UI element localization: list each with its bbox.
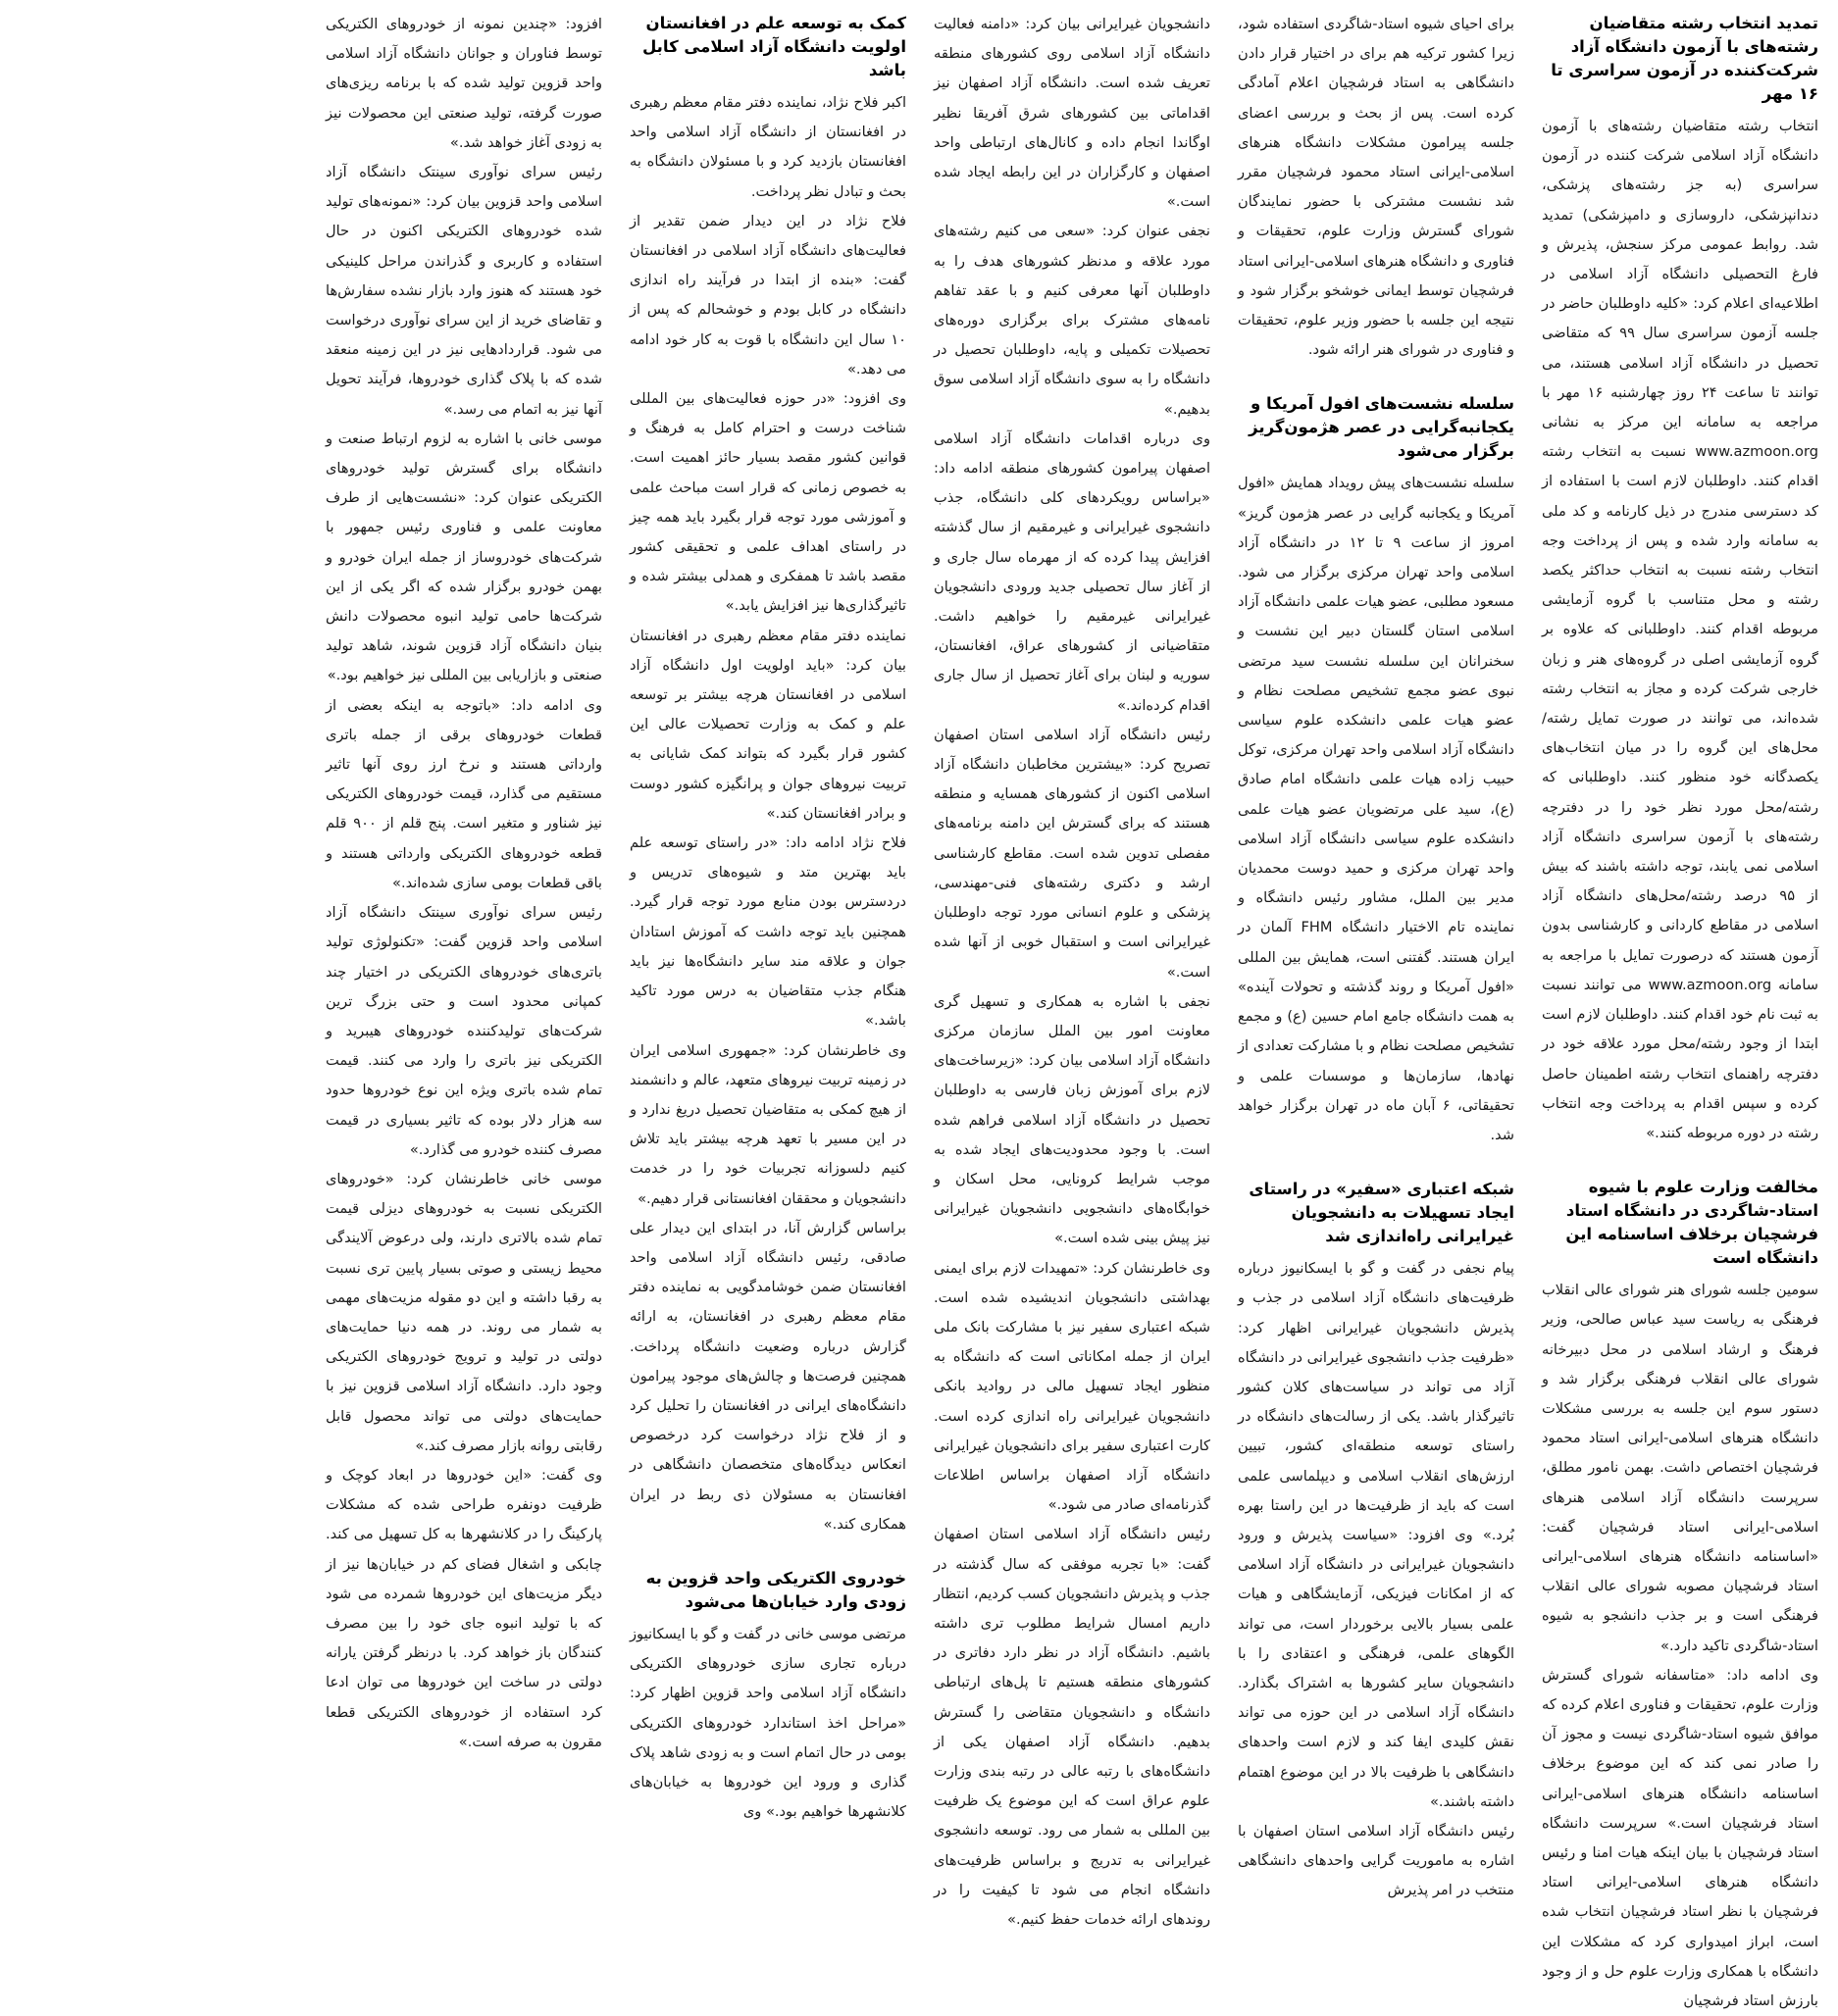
article-headline: شبکه اعتباری «سفیر» در راستای ایجاد تسهیلات به دانشجویان غیرایرانی راه‌اندازی شد xyxy=(1249,1180,1514,1246)
column-4 xyxy=(616,10,920,1821)
article-separator xyxy=(1238,365,1514,390)
article-paragraph: وی ادامه داد: «متاسفانه شورای گسترش وزارت علوم، تحقیقات و فناوری اعلام کرده که موافق شیوه استاد-شاگردی نیست و مجوز آن را صادر نمی کند که این موضوع برخلاف اساسنامه دانشگاه هنرهای اسلامی-ایرانی استاد فرشچیان است.» سرپرست دانشگاه استاد فرشچیان با بیان اینکه هیات امنا و رئیس دانشگاه هنرهای اسلامی-ایرانی استاد فرشچیان با نظر استاد فرشچیان انتخاب شده است، ابراز امیدواری کرد که مشکلات این دانشگاه با همکاری وزارت علوم حل و از وجود بارزش استاد فرشچیان xyxy=(1542,1666,1818,2009)
article-separator xyxy=(630,1539,906,1565)
article-paragraph: سومین جلسه شورای هنر شورای عالی انقلاب فرهنگی به ریاست سید عباس صالحی، وزیر فرهنگ و ارشاد اسلامی در محل دبیرخانه شورای عالی انقلاب فرهنگی برگزار شد و دستور سوم این جلسه به بررسی مشکلات دانشگاه هنرهای اسلامی-ایرانی استاد محمود فرشچیان اختصاص داشت. بهمن نامور مطلق، سرپرست دانشگاه آزاد اسلامی هنرهای اسلامی-ایرانی استاد فرشچیان گفت: «اساسنامه دانشگاه هنرهای اسلامی-ایرانی استاد فرشچیان مصوبه شورای عالی انقلاب فرهنگی است و بر جذب دانشجو به شیوه استاد-شاگردی تاکید دارد.» xyxy=(1542,1282,1818,1654)
article-paragraph: پیام نجفی در گفت و گو با ایسکانیوز درباره ظرفیت‌های دانشگاه آزاد اسلامی در جذب و پذیرش دانشجویان غیرایرانی اظهار کرد: «ظرفیت جذب دانشجوی غیرایرانی در دانشگاه آزاد می تواند در سیاست‌های کلان کشور تاثیرگذار باشد. یکی از رسالت‌های دانشگاه در راستای توسعه منطقه‌ای کشور، تبیین ارزش‌های انقلاب اسلامی و دیپلماسی علمی است که باید از ظرفیت‌ها در این راستا بهره بُرد.» وی افزود: «سیاست پذیرش و ورود دانشجویان غیرایرانی در دانشگاه آزاد اسلامی که از امکانات فیزیکی، آزمایشگاهی و هیات علمی بسیار بالایی برخوردار است، می تواند الگوهای علمی، فرهنگی و اعتقادی را با دانشجویان سایر کشورها به اشتراک بگذارد. دانشگاه آزاد اسلامی در این حوزه می تواند نقش کلیدی ایفا کند و لازم است واحدهای دانشگاهی با ظرفیت بالا در این موضوع اهتمام داشته باشند.» xyxy=(1238,1260,1514,1810)
article-headline: سلسله نشست‌های افول آمریکا و یکجانبه‌گرایی در عصر هژمون‌گریز برگزار می‌شود xyxy=(1249,394,1514,461)
article-paragraph: وی خاطرنشان کرد: «جمهوری اسلامی ایران در زمینه تربیت نیروهای متعهد، عالم و دانشمند از هیچ کمکی به متقاضیان تحصیل دریغ ندارد و در این مسیر با تعهد هرچه بیشتر باید تلاش کنیم دلسوزانه تجربیات خود را در خدمت دانشجویان و محققان افغانستانی قرار دهیم.» xyxy=(630,1041,906,1207)
article-paragraph: نماینده دفتر مقام معظم رهبری در افغانستان بیان کرد: «باید اولویت اول دانشگاه آزاد اسلامی در افغانستان هرچه بیشتر بر توسعه علم و کمک به وزارت تحصیلات عالی این کشور قرار بگیرد که بتواند کمک شایانی به تربیت نیروهای جوان و پرانگیزه کشور دوست و برادر افغانستان کند.» xyxy=(630,627,906,822)
article-paragraph: برای احیای شیوه استاد-شاگردی استفاده شود، زیرا کشور ترکیه هم برای در اختیار قرار دادن دانشگاهی به استاد فرشچیان اعلام آمادگی کرده است. پس از بحث و بررسی اعضای جلسه پیرامون مشکلات دانشگاه هنرهای اسلامی-ایرانی استاد محمود فرشچیان مقرر شد نشست مشترکی با حضور نمایندگان شورای گسترش وزارت علوم، تحقیقات و فناوری و دانشگاه هنرهای اسلامی-ایرانی استاد فرشچیان توسط ایمانی خوشخو برگزار شود و نتیجه این جلسه با حضور وزیر علوم، تحقیقات و فناوری در شورای هنر ارائه شود. xyxy=(1238,16,1514,359)
article-paragraph: دانشجویان غیرایرانی بیان کرد: «دامنه فعالیت دانشگاه آزاد اسلامی روی کشورهای منطقه تعریف شده است. دانشگاه آزاد اصفهان نیز اقداماتی بین کشورهای شرق آفریقا نظیر اوگاندا انجام داده و کانال‌های ارتباطی واحد اصفهان و کارگزاران در این رابطه ایجاد شده است.» xyxy=(934,16,1210,211)
article-paragraph: انتخاب رشته متقاضیان رشته‌های با آزمون دانشگاه آزاد اسلامی شرکت کننده در آزمون سراسری (به جز رشته‌های پزشکی، دندانپزشکی، داروسازی و دامپزشکی) تمدید شد. روابط عمومی مرکز سنجش، پذیرش و فارغ التحصیلی دانشگاه آزاد اسلامی در اطلاعیه‌ای اعلام کرد: «کلیه داوطلبان حاضر در جلسه آزمون سراسری سال ۹۹ که متقاضی تحصیل در دانشگاه آزاد اسلامی هستند، می توانند تا ساعت ۲۴ روز چهارشنبه ۱۶ مهر با مراجعه به سامانه این مرکز به نشانی www.azmoon.org نسبت به انتخاب رشته اقدام کنند. داوطلبان لازم است با استفاده از کد دسترسی مندرج در ذیل کارنامه و کد ملی به سامانه وارد شده و پس از پرداخت وجه انتخاب رشته نسبت به انتخاب حداکثر یکصد رشته و محل متناسب با گروه آزمایشی مربوطه اقدام کنند. داوطلبانی که علاوه بر گروه آزمایشی اصلی در گروه‌های هنر و زبان خارجی شرکت کرده و مجاز به انتخاب رشته شده‌اند، می توانند در صورت تمایل رشته/محل‌های این گروه را در میان انتخاب‌های یکصدگانه خود منظور کنند. داوطلبانی که رشته/محل مورد نظر خود را در دفترچه رشته‌های با آزمون سراسری دانشگاه آزاد اسلامی نمی یابند، توجه داشته باشند که بیش از ۹۵ درصد رشته/محل‌های دانشگاه آزاد اسلامی در مقاطع کاردانی و کارشناسی بدون آزمون هستند که درصورت تمایل با مراجعه به سامانه www.azmoon.org می توانند نسبت به ثبت نام خود اقدام کنند. داوطلبان لازم است ابتدا از وجود رشته/محل مورد علاقه خود در دفترچه راهنمای انتخاب رشته اطمینان حاصل کرده و سپس اقدام به پرداخت وجه انتخاب رشته در دوره مربوطه کنند.» xyxy=(1542,118,1818,1141)
article-paragraph: مرتضی موسی خانی در گفت و گو با ایسکانیوز درباره تجاری سازی خودروهای الکتریکی دانشگاه آزاد اسلامی واحد قزوین اظهار کرد: «مراحل اخذ استاندارد خودروهای الکتریکی بومی در حال اتمام است و به زودی شاهد پلاک گذاری و ورود این خودروها به خیابان‌های کلانشهرها خواهیم بود.» وی xyxy=(630,1625,906,1821)
column-3 xyxy=(920,10,1224,1928)
article-paragraph: سلسله نشست‌های پیش رویداد همایش «افول آمریکا و یکجانبه گرایی در عصر هژمون گریز» امروز از ساعت ۹ تا ۱۲ در دانشگاه آزاد اسلامی واحد تهران مرکزی برگزار می شود. مسعود مطلبی، عضو هیات علمی دانشگاه آزاد اسلامی استان گلستان دبیر این نشست و سخنرانان این سلسله نشست سید مرتضی نبوی عضو مجمع تشخیص مصلحت نظام و عضو هیات علمی دانشکده علوم سیاسی دانشگاه آزاد اسلامی واحد تهران مرکزی، توکل حبیب زاده هیات علمی دانشگاه امام صادق (ع)، سید علی مرتضویان عضو هیات علمی دانشکده علوم سیاسی دانشگاه آزاد اسلامی واحد تهران مرکزی و حمید دوست محمدیان مدیر بین الملل، مشاور رئیس دانشگاه و نماینده تام الاختیار دانشگاه FHM آلمان در ایران هستند. گفتنی است، همایش بین المللی «افول آمریکا و روند گذشته و تحولات آینده» به همت دانشگاه جامع امام حسین (ع) و مجمع تشخیص مصلحت نظام و با مشارکت تعدادی از نهادها، سازمان‌ها و موسسات علمی و تحقیقاتی، ۶ آبان ماه در تهران برگزار خواهد شد. xyxy=(1238,475,1514,1143)
article-headline: خودروی الکتریکی واحد قزوین به زودی وارد خیابان‌ها می‌شود xyxy=(645,1568,906,1611)
article-paragraph: براساس گزارش آنا، در ابتدای این دیدار علی صادقی، رئیس دانشگاه آزاد اسلامی واحد افغانستان ضمن خوشامدگویی به نماینده دفتر مقام معظم رهبری در افغانستان، به ارائه گزارش درباره وضعیت دانشگاه پرداخت. همچنین فرصت‌ها و چالش‌های موجود پیرامون دانشگاه‌های ایرانی در افغانستان را تحلیل کرد و از فلاح نژاد درخواست کرد درخصوص انعکاس دیدگاه‌های متخصصان دانشگاهی در افغانستان به مسئولان ذی ربط در ایران همکاری کند.» xyxy=(630,1219,906,1533)
column-1 xyxy=(1528,10,1832,2009)
article-paragraph: رئیس دانشگاه آزاد اسلامی استان اصفهان با اشاره به ماموریت گرایی واحدهای دانشگاهی منتخب در امر پذیرش xyxy=(1238,1822,1514,1899)
column-6 xyxy=(8,10,312,1226)
article-paragraph: رئیس دانشگاه آزاد اسلامی استان اصفهان تصریح کرد: «بیشترین مخاطبان دانشگاه آزاد اسلامی اکنون از کشورهای همسایه و منطقه هستند که برای گسترش این دامنه برنامه‌های مفصلی تدوین شده است. مقاطع کارشناسی ارشد و دکتری رشته‌های فنی-مهندسی، پزشکی و علوم انسانی مورد توجه داوطلبان غیرایرانی است و استقبال خوبی از آنها شده است.» xyxy=(934,726,1210,981)
article-paragraph: وی خاطرنشان کرد: «تمهیدات لازم برای ایمنی بهداشتی دانشجویان اندیشیده شده است. شبکه اعتباری سفیر نیز با مشارکت بانک ملی ایران از جمله امکاناتی است که دانشگاه به منظور ایجاد تسهیل مالی در روادید بانکی دانشجویان غیرایرانی راه اندازی کرده است. کارت اعتباری سفیر برای دانشجویان غیرایرانی دانشگاه آزاد اصفهان براساس اطلاعات گذرنامه‌ای صادر می شود.» xyxy=(934,1259,1210,1514)
article-paragraph: نجفی با اشاره به همکاری و تسهیل گری معاونت امور بین الملل سازمان مرکزی دانشگاه آزاد اسلامی بیان کرد: «زیرساخت‌های لازم برای آموزش زبان فارسی به داوطلبان تحصیل در دانشگاه آزاد اسلامی فراهم شده است. با وجود محدودیت‌های ایجاد شده به موجب شرایط کرونایی، محل اسکان و خوابگاه‌های دانشجویی دانشجویان غیرایرانی نیز پیش بینی شده است.» xyxy=(934,992,1210,1247)
article-paragraph: وی ادامه داد: «باتوجه به اینکه بعضی از قطعات خودروهای برقی از جمله باتری وارداتی هستند و نرخ ارز روی آنها تاثیر مستقیم می گذارد، قیمت خودروهای الکتریکی نیز شناور و متغیر است. پنج قلم از ۹۰۰ قلم قطعه خودروهای الکتریکی وارداتی هستند و باقی قطعات بومی سازی شده‌اند.» xyxy=(326,696,602,891)
article-paragraph: رئیس سرای نوآوری سینتک دانشگاه آزاد اسلامی واحد قزوین گفت: «تکنولوژی تولید باتری‌های خودروهای الکتریکی در اختیار چند کمپانی محدود است و حتی بزرگ ترین شرکت‌های تولیدکننده خودروهای هیبرید و الکتریکی نیز باتری را وارد می کنند. قیمت تمام شده باتری ویژه این نوع خودروها حدود سه هزار دلار بوده که تاثیر بسیاری در قیمت مصرف کننده خودرو می گذارد.» xyxy=(326,904,602,1158)
article-paragraph: وی گفت: «این خودروها در ابعاد کوچک و ظرفیت دونفره طراحی شده که مشکلات پارکینگ را در کلانشهرها به کل تسهیل می کند. چابکی و اشغال فضای کم در خیابان‌ها نیز از دیگر مزیت‌های این خودروها شمرده می شود که با تولید انبوه جای خود را بین مصرف کنندگان باز خواهد کرد. با درنظر گرفتن یارانه دولتی در ساخت این خودروها می توان ادعا کرد استفاده از خودروهای الکتریکی قطعا مقرون به صرفه است.» xyxy=(326,1466,602,1750)
article-paragraph: فلاح نژاد ادامه داد: «در راستای توسعه علم باید بهترین متد و شیوه‌های تدریس و دردسترس بودن منابع مورد توجه قرار گیرد. همچنین باید توجه داشت که آموزش استادان جوان و علاقه مند سایر دانشگاه‌ها نیز باید هنگام جذب متقاضیان به درس مورد تاکید باشد.» xyxy=(630,834,906,1030)
article-separator xyxy=(1238,1150,1514,1176)
article-headline: کمک به توسعه علم در افغانستان اولویت دانشگاه آزاد اسلامی کابل باشد xyxy=(641,14,906,79)
article-paragraph: وی افزود: «در حوزه فعالیت‌های بین المللی شناخت درست و احترام کامل به فرهنگ و قوانین کشور مقصد بسیار حائز اهمیت است. به خصوص زمانی که قرار است مباحث علمی و آموزشی مورد توجه قرار بگیرد باید همه چیز در راستای اهداف علمی و تحقیقی کشور مقصد باشد تا همفکری و همدلی بیشتر شده و تاثیرگذاری‌ها نیز افزایش یابد.» xyxy=(630,390,906,615)
article-paragraph: افزود: «چندین نمونه از خودروهای الکتریکی توسط فناوران و جوانان دانشگاه آزاد اسلامی واحد قزوین تولید شده که با برنامه ریزی‌های صورت گرفته، تولید صنعتی این محصولات نیز به زودی آغاز خواهد شد.» xyxy=(326,16,602,151)
article-paragraph: موسی خانی خاطرنشان کرد: «خودروهای الکتریکی نسبت به خودروهای دیزلی قیمت تمام شده بالاتری دارند، ولی درعوض آلایندگی محیط زیستی و صوتی بسیار پایین تری نسبت به رقبا داشته و این دو مقوله مزیت‌های مهمی به شمار می روند. در همه دنیا حمایت‌های دولتی در تولید و ترویج خودروهای الکتریکی وجود دارد. دانشگاه آزاد اسلامی قزوین نیز با حمایت‌های دولتی می تواند محصول قابل رقابتی روانه بازار مصرف کند.» xyxy=(326,1170,602,1454)
column-5 xyxy=(312,10,616,1750)
article-paragraph: فلاح نژاد در این دیدار ضمن تقدیر از فعالیت‌های دانشگاه آزاد اسلامی در افغانستان گفت: «بنده از ابتدا در فرآیند راه اندازی دانشگاه در کابل بودم و خوشحالم که پس از ۱۰ سال این دانشگاه با قوت به کار خود ادامه می دهد.» xyxy=(630,212,906,378)
article-paragraph: نجفی عنوان کرد: «سعی می کنیم رشته‌های مورد علاقه و مدنظر کشورهای هدف را به داوطلبان آنها معرفی کنیم و با عقد تفاهم نامه‌های مشترک برای برگزاری دوره‌های تحصیلات تکمیلی و پایه، داوطلبان تحصیل در دانشگاه را به سوی دانشگاه آزاد اسلامی سوق بدهیم.» xyxy=(934,223,1210,418)
article-paragraph: رئیس دانشگاه آزاد اسلامی استان اصفهان گفت: «با تجربه موفقی که سال گذشته در جذب و پذیرش دانشجویان کسب کردیم، انتظار داریم امسال شرایط مطلوب تری داشته باشیم. دانشگاه آزاد در نظر دارد دفاتری در کشورهای منطقه هستیم تا پل‌های ارتباطی دانشگاه و دانشجویان متقاضی را گسترش بدهیم. دانشگاه آزاد اصفهان یکی از دانشگاه‌های با رتبه عالی در رتبه بندی وزارت علوم عراق است که این موضوع یک ظرفیت بین المللی به شمار می رود. توسعه دانشجوی غیرایرانی به تدریج و براساس ظرفیت‌های دانشگاه انجام می شود تا کیفیت را در روندهای ارائه خدمات حفظ کنیم.» xyxy=(934,1526,1210,1928)
article-paragraph: اکبر فلاح نژاد، نماینده دفتر مقام معظم رهبری در افغانستان از دانشگاه آزاد اسلامی واحد افغانستان بازدید کرد و با مسئولان دانشگاه به بحث و تبادل نظر پرداخت. xyxy=(630,94,906,200)
article-paragraph: وی درباره اقدامات دانشگاه آزاد اسلامی اصفهان پیرامون کشورهای منطقه ادامه داد: «براساس رویکردهای کلی دانشگاه، جذب دانشجوی غیرایرانی و غیرمقیم از سال گذشته افزایش پیدا کرده که از مهرماه سال جاری و از آغاز سال تحصیلی جدید ورودی دانشجویان غیرایرانی غیرمقیم را خواهیم داشت. متقاضیانی از کشورهای عراق، افغانستان، سوریه و لبنان برای آغاز تحصیل از سال جاری اقدام کرده‌اند.» xyxy=(934,429,1210,714)
article-headline: تمدید انتخاب رشته متقاضیان رشته‌های با آزمون دانشگاه آزاد شرکت‌کننده در آزمون سراسری تا ۱۶ مهر xyxy=(1551,14,1818,103)
article-paragraph: رئیس سرای نوآوری سینتک دانشگاه آزاد اسلامی واحد قزوین بیان کرد: «نمونه‌های تولید شده خودروهای الکتریکی اکنون در حال استفاده و کاربری و گذراندن مراحل کلینیکی خود هستند که هنوز وارد بازار نشده سفارش‌ها و تقاضای خرید از این سرای نوآوری درخواست می شود. قرارداد‌هایی نیز در این زمینه منعقد شده که با پلاک گذاری خودروها، فرآیند تحویل آنها نیز به اتمام می رسد.» xyxy=(326,164,602,418)
article-separator xyxy=(1542,1148,1818,1174)
article-headline: مخالفت وزارت علوم با شیوه استاد-شاگردی در دانشگاه استاد فرشچیان برخلاف اساسنامه این دانشگاه است xyxy=(1565,1178,1818,1268)
column-2 xyxy=(1224,10,1528,1899)
article-paragraph: موسی خانی با اشاره به لزوم ارتباط صنعت و دانشگاه برای گسترش تولید خودروهای الکتریکی عنوان کرد: «نشست‌هایی از طرف معاونت علمی و فناوری رئیس جمهور با شرکت‌های خودروساز از جمله ایران خودرو و بهمن خودرو برگزار شده که اگر یکی از این شرکت‌ها حامی تولید انبوه محصولات دانش بنیان دانشگاه آزاد قزوین شوند، شاهد تولید صنعتی و بازاریابی بین المللی نیز خواهیم بود.» xyxy=(326,429,602,684)
